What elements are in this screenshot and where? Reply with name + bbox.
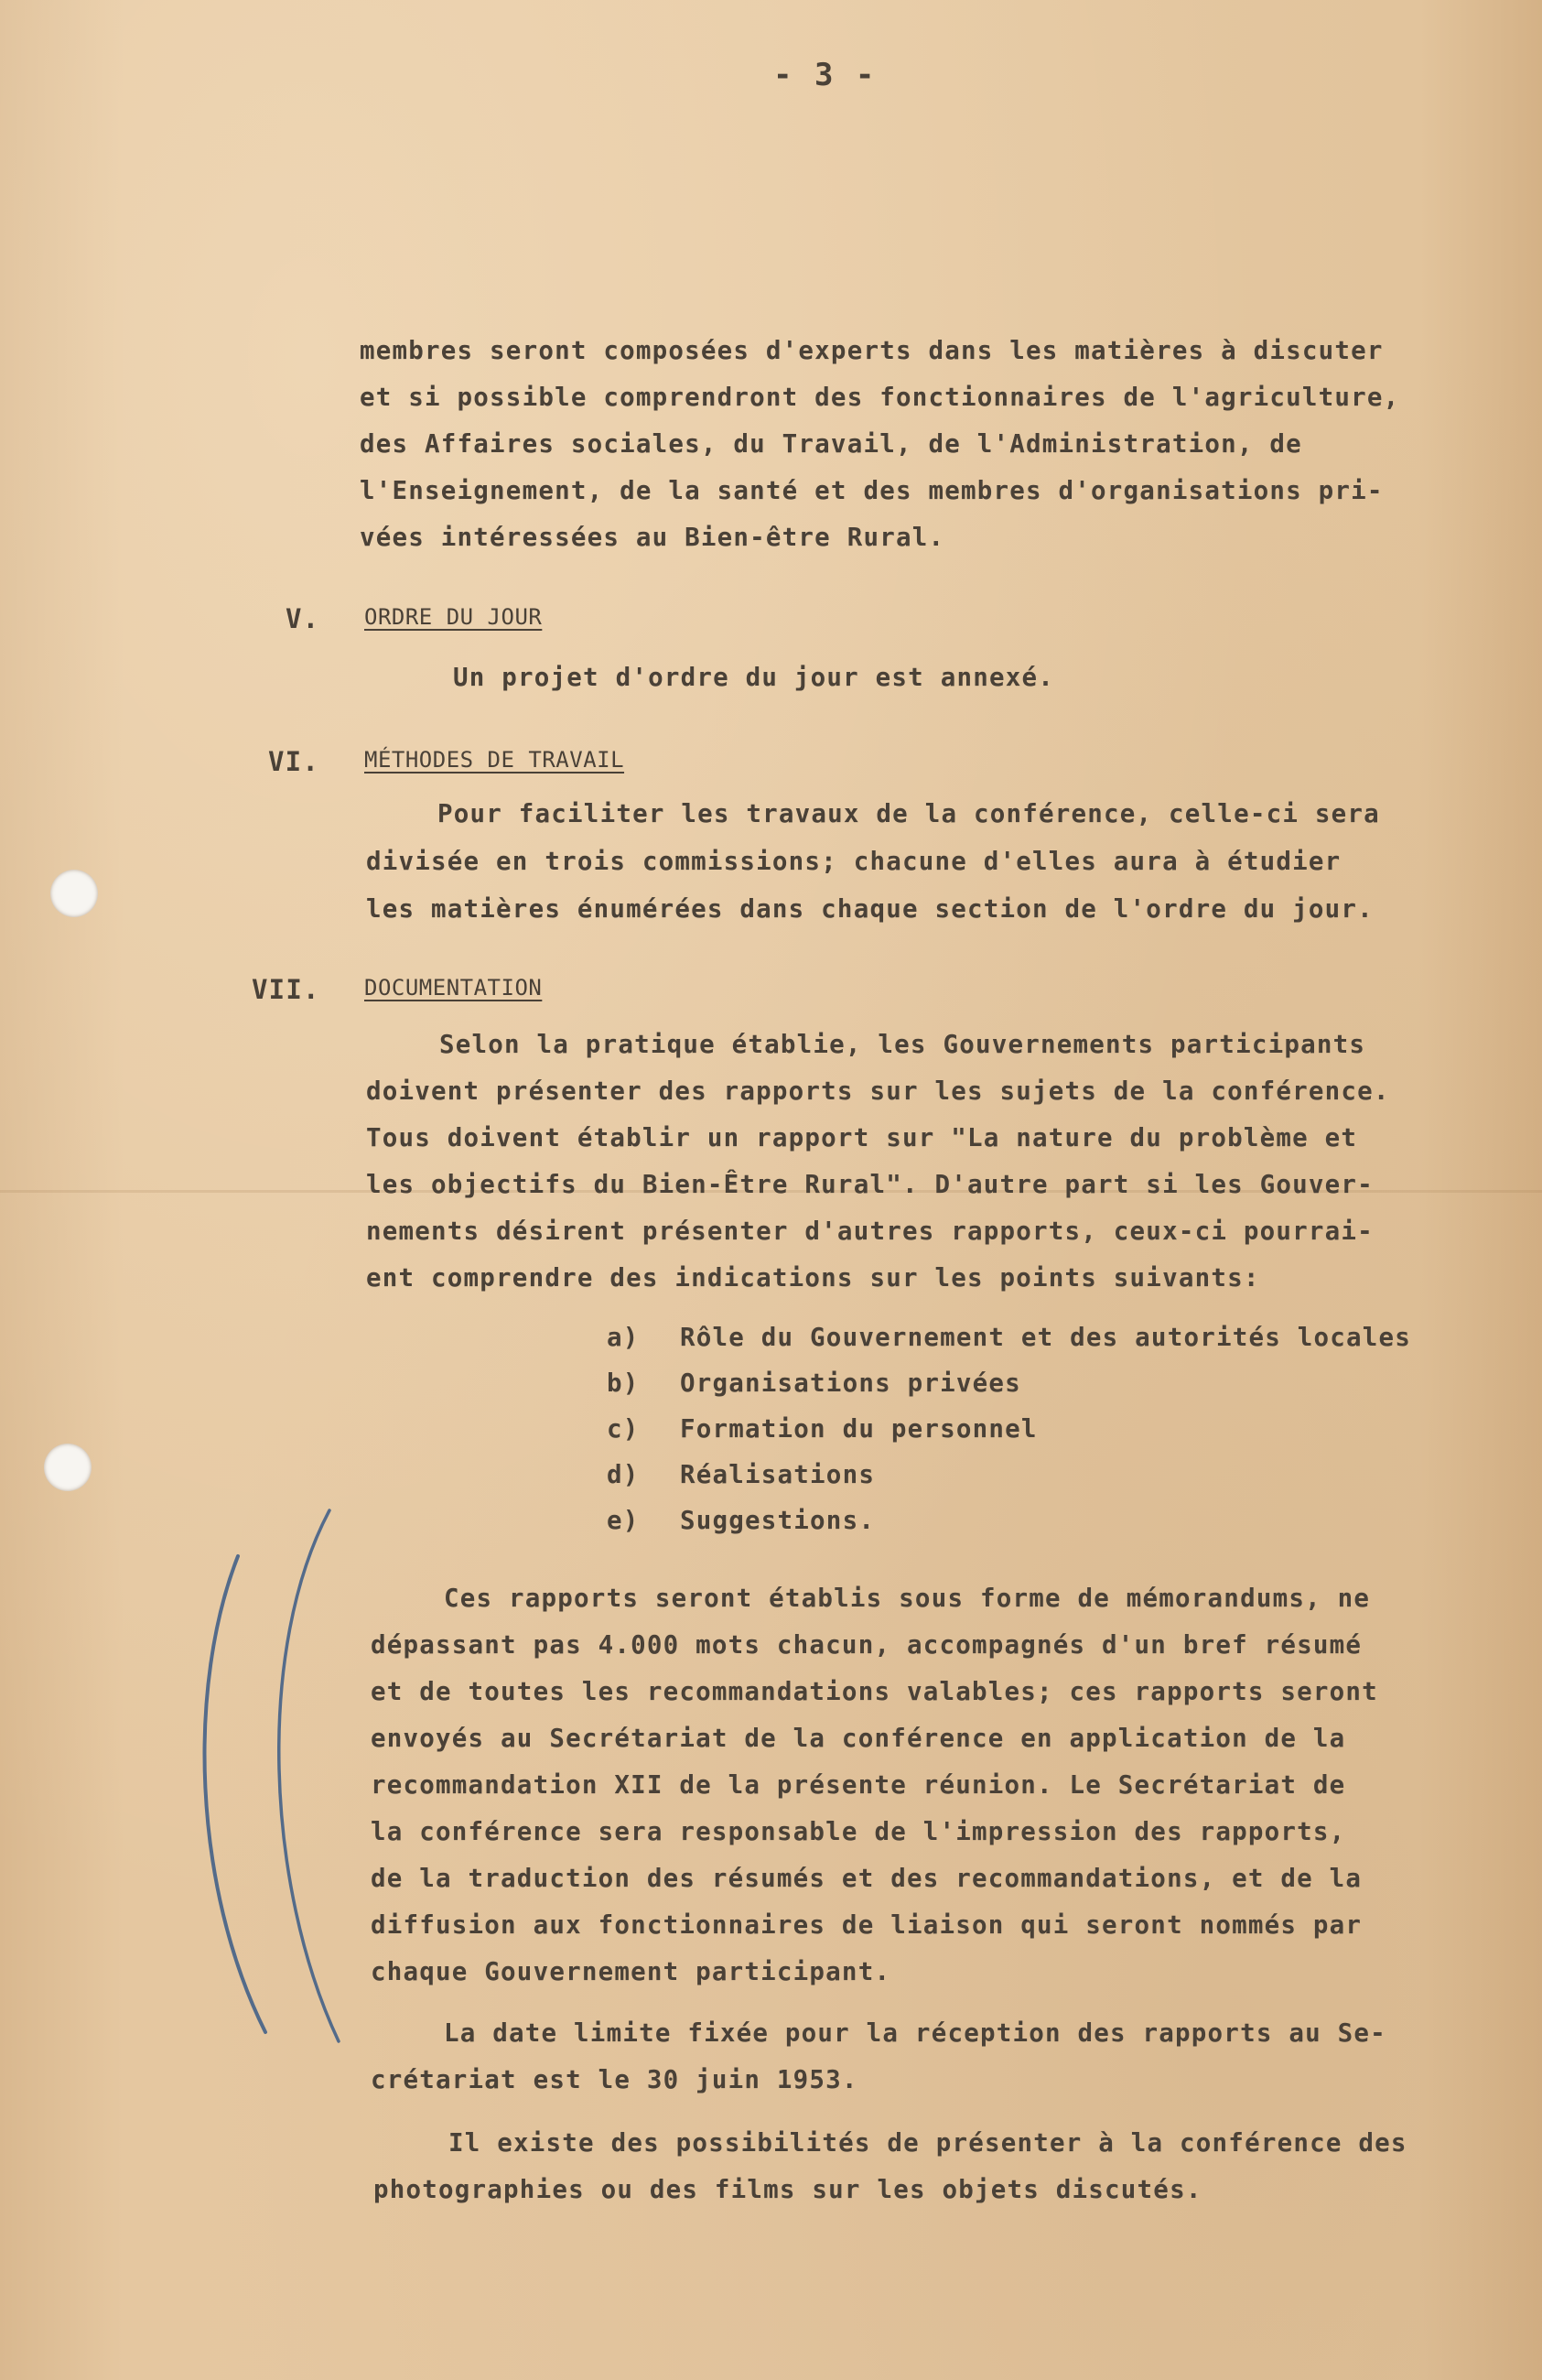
text-line: Pour faciliter les travaux de la conférence, celle-ci sera — [437, 799, 1380, 828]
text-line: ent comprendre des indications sur les points suivants: — [366, 1263, 1260, 1293]
text-line: l'Enseignement, de la santé et des membres d'organisations pri- — [360, 476, 1384, 505]
section-title: DOCUMENTATION — [364, 975, 543, 1001]
text-line: La date limite fixée pour la réception des rapports au Se- — [444, 2018, 1386, 2048]
punch-hole — [44, 1444, 92, 1491]
text-line: doivent présenter des rapports sur les sujets de la conférence. — [366, 1076, 1390, 1106]
text-line: et si possible comprendront des fonctionnaires de l'agriculture, — [360, 383, 1400, 412]
item-text: Réalisations — [680, 1460, 876, 1489]
text-line: chaque Gouvernement participant. — [371, 1957, 891, 1986]
text-line: la conférence sera responsable de l'impression des rapports, — [371, 1817, 1346, 1846]
text-line: divisée en trois commissions; chacune d'elles aura à étudier — [366, 847, 1342, 876]
item-letter: c) — [607, 1414, 640, 1444]
pencil-margin-mark — [183, 1501, 357, 2069]
pencil-stroke — [205, 1556, 265, 2032]
text-line: et de toutes les recommandations valables; ces rapports seront — [371, 1677, 1378, 1706]
text-line: vées intéressées au Bien-être Rural. — [360, 523, 945, 552]
text-line: photographies ou des films sur les objets discutés. — [373, 2175, 1202, 2204]
text-line: les objectifs du Bien-Être Rural". D'autre part si les Gouver- — [366, 1170, 1374, 1199]
text-line: crétariat est le 30 juin 1953. — [371, 2065, 858, 2094]
text-line: Ces rapports seront établis sous forme de mémorandums, ne — [444, 1584, 1371, 1613]
text-line: diffusion aux fonctionnaires de liaison qui seront nommés par — [371, 1910, 1363, 1940]
section-title: MÉTHODES DE TRAVAIL — [364, 747, 625, 773]
item-text: Suggestions. — [680, 1506, 876, 1535]
pencil-stroke — [279, 1510, 339, 2041]
section-number: VII. — [252, 974, 320, 1005]
section-title: ORDRE DU JOUR — [364, 604, 543, 630]
page-number: - 3 - — [773, 57, 877, 93]
item-text: Formation du personnel — [680, 1414, 1038, 1444]
section-number: VI. — [268, 746, 319, 777]
item-text: Rôle du Gouvernement et des autorités locales — [680, 1323, 1412, 1352]
section-number: V. — [286, 603, 320, 634]
text-line: membres seront composées d'experts dans les matières à discuter — [360, 336, 1384, 365]
item-letter: d) — [607, 1460, 640, 1489]
text-line: nements désirent présenter d'autres rapports, ceux-ci pourrai- — [366, 1217, 1374, 1246]
text-line: Il existe des possibilités de présenter à la conférence des — [448, 2128, 1407, 2158]
text-line: des Affaires sociales, du Travail, de l'Administration, de — [360, 429, 1302, 459]
text-line: les matières énumérées dans chaque section de l'ordre du jour. — [366, 894, 1374, 924]
item-letter: e) — [607, 1506, 640, 1535]
item-letter: b) — [607, 1368, 640, 1398]
item-text: Organisations privées — [680, 1368, 1021, 1398]
text-line: recommandation XII de la présente réunion. Le Secrétariat de — [371, 1770, 1346, 1800]
item-letter: a) — [607, 1323, 640, 1352]
text-line: Un projet d'ordre du jour est annexé. — [453, 663, 1054, 692]
text-line: Tous doivent établir un rapport sur "La nature du problème et — [366, 1123, 1358, 1152]
text-line: dépassant pas 4.000 mots chacun, accompagnés d'un bref résumé — [371, 1630, 1363, 1660]
text-line: Selon la pratique établie, les Gouvernements participants — [439, 1030, 1366, 1059]
text-line: de la traduction des résumés et des recommandations, et de la — [371, 1864, 1363, 1893]
text-line: envoyés au Secrétariat de la conférence en application de la — [371, 1724, 1346, 1753]
punch-hole — [50, 870, 98, 917]
